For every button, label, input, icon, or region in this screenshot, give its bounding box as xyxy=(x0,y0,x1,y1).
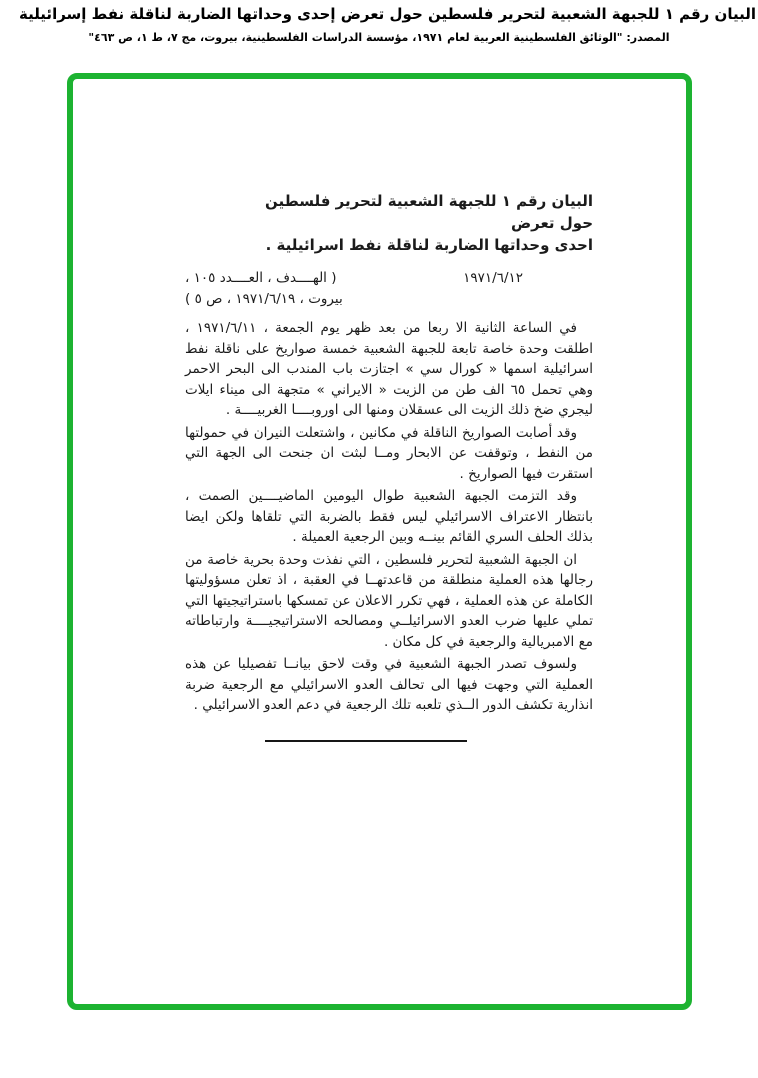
document-paragraph: وقد أصابت الصواريخ الناقلة في مكانين ، واشتعلت النيران في حمولتها من النفط ، وتوقفت عن الابحار ومــا لبثت ان جنحت الى الجهة التي استقرت فيها الصواريخ . xyxy=(185,424,593,482)
document-title-line1: البيان رقم ١ للجبهة الشعبية لتحرير فلسطين حول تعرض xyxy=(264,192,593,232)
document-end-divider xyxy=(265,740,467,742)
page-header-source: المصدر: "الوثائق الفلسطينية العربية لعام ١٩٧١، مؤسسة الدراسات الفلسطينية، بيروت، مج ٧، ط ١، ص ٤٦٣" xyxy=(88,31,670,44)
document-highlight-frame xyxy=(67,73,692,1010)
document-source-citation-line2: بيروت ، ١٩٧١/٦/١٩ ، ص ٥ ) xyxy=(185,291,343,307)
page-header-title: البيان رقم ١ للجبهة الشعبية لتحرير فلسطين حول تعرض إحدى وحداتها الضاربة لناقلة نفط إسرائيلية xyxy=(18,5,756,23)
document-paragraph: ان الجبهة الشعبية لتحرير فلسطين ، التي نفذت وحدة بحرية خاصة من رجالها هذه العملية منطلقة من قاعدتهــا في العقبة ، اذ تعلن مسؤوليتها الكاملة عن هذه العملية ، فهي تكرر الاعلان عن تمسكها باستراتيجيتها التي تملي عليها ضرب العدو الاسرائيلــي ومصالحه الاستراتيجيــــة وارتباطاته مع الامبريالية والرجعية في كل مكان . xyxy=(185,551,593,650)
document-date: ١٩٧١/٦/١٢ xyxy=(463,270,523,286)
document-title xyxy=(261,190,593,256)
document-source-citation-line1: ( الهــــدف ، العــــدد ١٠٥ ، xyxy=(185,270,337,286)
document-title-line2: احدى وحداتها الضاربة لناقلة نفط اسرائيلية . xyxy=(265,236,593,254)
document-paragraph: وقد التزمت الجبهة الشعبية طوال اليومين الماضيــــين الصمت ، بانتظار الاعتراف الاسرائيلي ليس فقط بالضربة التي تلقاها ولكن ايضا بذلك الحلف السري القائم بينــه وبين الرجعية العميلة . xyxy=(185,488,593,545)
document-paragraph: في الساعة الثانية الا ربعا من بعد ظهر يوم الجمعة ، ١٩٧١/٦/١١ ، اطلقت وحدة خاصة تابعة للجبهة الشعبية خمسة صواريخ على ناقلة نفط اسرائيلية اسمها « كورال سي » اجتازت باب المندب الى البحر الاحمر وهي تحمل ٦٥ الف طن من الزيت « الايراني » متجهة الى ميناء ايلات ليجري ضخ ذلك الزيت الى عسقلان ومنها الى اوروبــــا الغربيــــة . xyxy=(185,320,593,418)
document-page xyxy=(185,190,593,742)
document-dateline xyxy=(185,268,593,310)
document-paragraph: ولسوف تصدر الجبهة الشعبية في وقت لاحق بيانــا تفصيليا عن هذه العملية التي وجهت فيها الى تحالف العدو الاسرائيلي مع الرجعية ضربة انذارية تكشف الدور الــذي تلعبه تلك الرجعية في دعم العدو الاسرائيلي . xyxy=(185,656,593,713)
document-body xyxy=(185,318,593,716)
document-source-citation xyxy=(185,268,343,310)
